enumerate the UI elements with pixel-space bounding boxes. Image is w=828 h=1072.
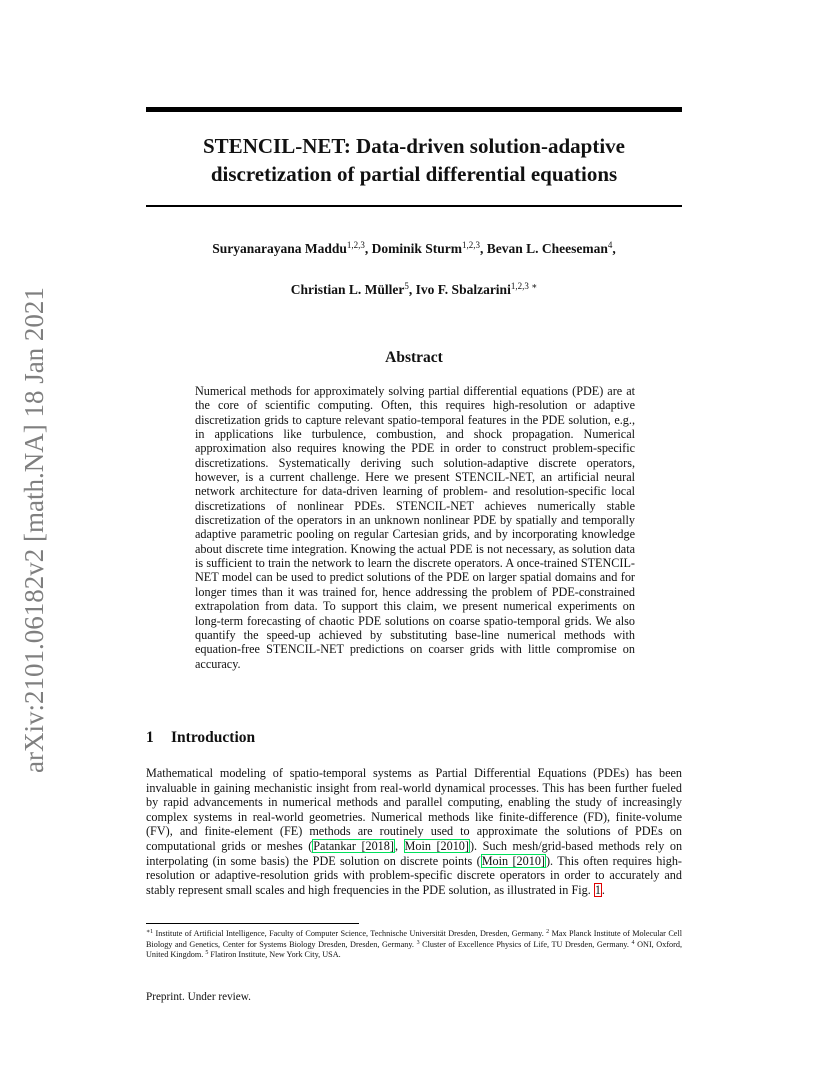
citation-separator: , <box>394 838 404 853</box>
footnote-text: ONI, Oxford, United Kingdom. <box>146 939 683 960</box>
author-line-1: Suryanarayana Maddu$^{1,2,3}$, Dominik Sturm$^{1,2,3}$, Bevan L. Cheeseman$^4$, <box>212 240 616 256</box>
citation-author: Moin <box>481 853 509 868</box>
footnote-mark: 3 <box>416 939 420 946</box>
citation-link[interactable] <box>404 839 470 853</box>
footnote-text: Max Planck Institute of Molecular Cell Biology and Genetics, Center for Systems Biology Dresden, Dresden, Germany. <box>146 929 682 949</box>
citation-year: [2010] <box>436 838 469 853</box>
arxiv-identifier-stamp: arXiv:2101.06182v2 [math.NA] 18 Jan 2021 <box>19 287 49 773</box>
intro-text: . <box>601 882 605 897</box>
intro-text: ). Such mesh/grid-based methods rely on interpolating (in some basis) the PDE solution on discrete points ( <box>146 838 683 868</box>
author-affiliation: 1,2,3 <box>462 240 481 250</box>
footnote-mark: 5 <box>205 950 209 957</box>
author-name: Christian L. Müller <box>290 282 405 297</box>
footnote-mark: 4 <box>631 939 635 946</box>
citation-author: Moin <box>404 838 431 853</box>
footnote-text: Flatiron Institute, New York City, USA. <box>208 950 341 960</box>
author-name: Ivo F. Sbalzarini <box>415 282 511 297</box>
introduction-paragraph <box>146 766 682 897</box>
title-line-1: STENCIL-NET: Data-driven solution-adaptive <box>203 134 625 158</box>
figure-reference-link[interactable]: 1 <box>594 882 601 897</box>
author-affiliation: 1,2,3 ∗ <box>510 281 538 291</box>
section-heading <box>146 729 255 747</box>
footnote-text: Cluster of Excellence Physics of Life, TU Dresden, Germany. <box>419 939 632 949</box>
citation-year: [2018] <box>361 838 394 853</box>
section-number: 1 <box>146 729 154 746</box>
footnote-rule <box>146 923 359 924</box>
title-line-2: discretization of partial differential equations <box>210 162 618 186</box>
author-affiliation: 5 <box>404 281 409 291</box>
intro-text: Mathematical modeling of spatio-temporal systems as Partial Differential Equations (PDEs) has been invaluable in gaining mechanistic insight from real-world dynamical processes. This has been further fueled by rapid advancements in numerical methods and parallel computing, enabling the study of increasingly complex systems in real-world geometries. Numerical methods like finite-difference (FD), finite-volume (FV), and finite-element (FE) methods are routinely used to approximate the solutions of PDEs on computational grids or meshes ( <box>146 766 682 853</box>
citation-author: Patankar <box>313 838 356 853</box>
author-name: Suryanarayana Maddu <box>212 241 347 256</box>
footnote-text: Institute of Artificial Intelligence, Faculty of Computer Science, Technische Universität Dresden, Dresden, Germany. <box>153 929 547 938</box>
author-line-2: Christian L. Müller$^5$, Ivo F. Sbalzarini$^{1,2,3 ∗}$ <box>290 281 538 297</box>
preprint-note: Preprint. Under review. <box>146 991 251 1003</box>
affiliation-footnote <box>146 929 682 961</box>
author-affiliation: 1,2,3 <box>346 240 365 250</box>
citation-link[interactable] <box>312 839 395 853</box>
paper-title <box>146 132 682 188</box>
citation-year: [2010] <box>512 853 545 868</box>
section-title: Introduction <box>171 729 256 746</box>
author-affiliation: 4 <box>607 240 613 250</box>
footnote-mark: ∗1 <box>146 929 154 935</box>
title-bottom-rule <box>146 205 682 207</box>
abstract-heading: Abstract <box>385 349 443 366</box>
footnote-mark: 2 <box>546 929 550 935</box>
title-top-rule <box>146 107 682 112</box>
author-name: Bevan L. Cheeseman <box>486 241 608 256</box>
abstract-body: Numerical methods for approximately solving partial differential equations (PDE) are at the core of scientific computing. Often, this requires high-resolution or adaptive discretization grids to capture relevant spatio-temporal features in the PDE solution, e.g., in applications like turbulence, combustion, and shock propagation. Numerical approximation also requires knowing the PDE in order to construct problem-specific discretizations. Systematically deriving such solution-adaptive discrete operators, however, is a current challenge. Here we present STENCIL-NET, an artificial neural network architecture for data-driven learning of problem- and resolution-specific local discretizations of nonlinear PDEs. STENCIL-NET achieves numerically stable discretization of the operators in an unknown nonlinear PDE by spatially and temporally adaptive parametric pooling on regular Cartesian grids, and by incorporating knowledge about discrete time integration. Knowing the actual PDE is not necessary, as solution data is sufficient to train the network to learn the discrete operators. A once-trained STENCIL-NET model can be used to predict solutions of the PDE on larger spatial domains and for longer times than it was trained for, hence addressing the problem of PDE-constrained extrapolation from data. To support this claim, we present numerical experiments on long-term forecasting of chaotic PDE solutions on coarse spatio-temporal grids. We also quantify the speed-up achieved by substituting base-line numerical methods with equation-free STENCIL-NET predictions on coarser grids with little compromise on accuracy. <box>195 384 635 671</box>
citation-link[interactable] <box>481 854 546 868</box>
author-name: Dominik Sturm <box>371 241 463 256</box>
intro-text: ). This often requires high-resolution or adaptive-resolution grids with problem-specific discrete operators in order to accurately and stably represent small scales and high frequencies in the PDE solution, as illustrated in Fig. <box>146 853 682 897</box>
